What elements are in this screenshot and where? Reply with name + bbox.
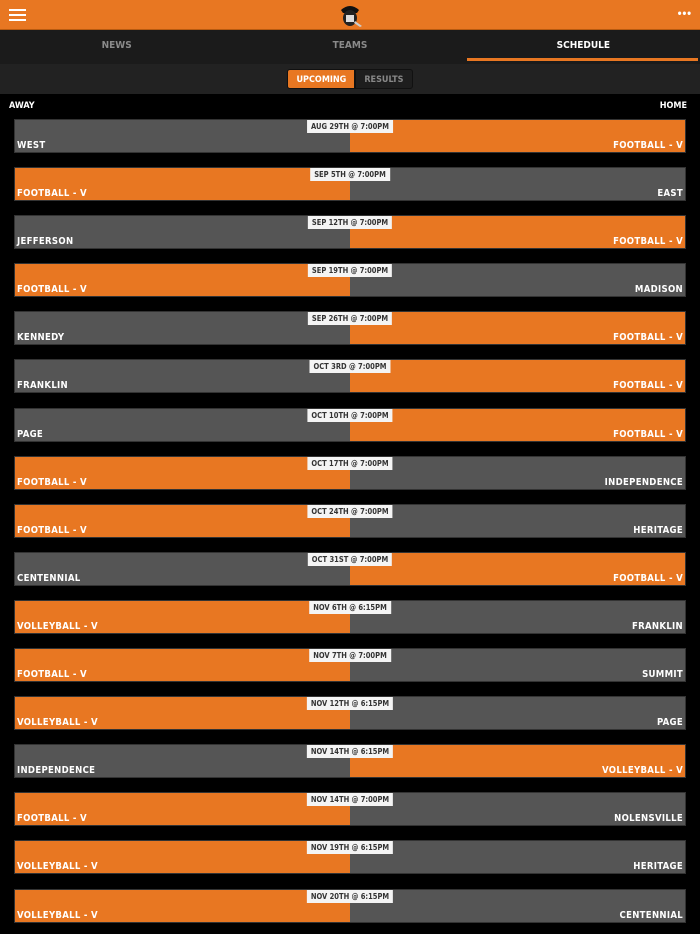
away-team-name: FRANKLIN: [17, 380, 68, 392]
game-row[interactable]: [14, 552, 686, 586]
away-team: [15, 505, 350, 537]
game-time-badge: NOV 19TH @ 6:15PM: [307, 841, 393, 854]
away-team-name: VOLLEYBALL - V: [17, 861, 98, 873]
away-team-name: FOOTBALL - V: [17, 524, 87, 536]
away-team-name: FOOTBALL - V: [17, 188, 87, 200]
away-team: [15, 168, 350, 200]
away-team-name: FOOTBALL - V: [17, 284, 87, 296]
game-row[interactable]: [14, 456, 686, 490]
away-team: [15, 457, 350, 489]
results-button[interactable]: RESULTS: [355, 69, 412, 89]
away-team: [15, 649, 350, 681]
away-team-name: CENTENNIAL: [17, 572, 81, 584]
game-row[interactable]: [14, 504, 686, 538]
home-team: [350, 553, 685, 585]
tab-news[interactable]: NEWS: [101, 40, 132, 51]
game-time-badge: SEP 5TH @ 7:00PM: [310, 168, 390, 181]
home-team-name: CENTENNIAL: [619, 909, 683, 921]
game-row[interactable]: [14, 119, 686, 153]
home-team: [350, 601, 685, 633]
away-team: [15, 890, 350, 922]
game-row[interactable]: [14, 311, 686, 345]
away-team: [15, 793, 350, 825]
home-team: [350, 360, 685, 392]
schedule-filter: [0, 64, 700, 94]
tab-teams[interactable]: TEAMS: [332, 40, 368, 51]
away-team: [15, 312, 350, 344]
game-time-badge: SEP 19TH @ 7:00PM: [308, 264, 392, 277]
away-team: [15, 745, 350, 777]
games-list: [0, 119, 700, 923]
home-team: [350, 409, 685, 441]
home-team-name: FRANKLIN: [632, 620, 683, 632]
home-header: HOME: [659, 101, 687, 111]
pirate-logo-icon: [337, 4, 363, 27]
app-header: [0, 0, 700, 30]
home-team-name: NOLENSVILLE: [614, 813, 683, 825]
away-team: [15, 601, 350, 633]
away-team-name: VOLLEYBALL - V: [17, 717, 98, 729]
home-team: [350, 216, 685, 248]
game-time-badge: OCT 24TH @ 7:00PM: [307, 505, 392, 518]
game-row[interactable]: [14, 359, 686, 393]
home-team: [350, 745, 685, 777]
game-row[interactable]: [14, 408, 686, 442]
game-time-badge: NOV 14TH @ 6:15PM: [307, 745, 393, 758]
column-headers: [0, 94, 700, 119]
away-team-name: KENNEDY: [17, 332, 65, 344]
home-team: [350, 264, 685, 296]
game-row[interactable]: [14, 889, 686, 923]
game-time-badge: NOV 12TH @ 6:15PM: [307, 697, 393, 710]
home-team-name: MADISON: [634, 284, 683, 296]
home-team: [350, 312, 685, 344]
home-team: [350, 890, 685, 922]
home-team-name: EAST: [657, 188, 683, 200]
game-row[interactable]: [14, 648, 686, 682]
home-team-name: FOOTBALL - V: [613, 332, 683, 344]
away-team-name: VOLLEYBALL - V: [17, 909, 98, 921]
game-time-badge: NOV 7TH @ 7:00PM: [309, 649, 391, 662]
home-team: [350, 697, 685, 729]
home-team: [350, 505, 685, 537]
tab-schedule[interactable]: SCHEDULE: [467, 30, 700, 64]
away-team-name: PAGE: [17, 428, 44, 440]
game-row[interactable]: [14, 167, 686, 201]
game-time-badge: NOV 6TH @ 6:15PM: [309, 601, 391, 614]
away-team: [15, 360, 350, 392]
away-team: [15, 409, 350, 441]
game-row[interactable]: [14, 696, 686, 730]
game-time-badge: OCT 31ST @ 7:00PM: [308, 553, 392, 566]
away-team-name: INDEPENDENCE: [17, 765, 96, 777]
game-time-badge: OCT 3RD @ 7:00PM: [309, 360, 390, 373]
home-team-name: HERITAGE: [633, 524, 683, 536]
home-team: [350, 168, 685, 200]
game-time-badge: SEP 26TH @ 7:00PM: [308, 312, 392, 325]
game-time-badge: NOV 14TH @ 7:00PM: [307, 793, 393, 806]
away-team: [15, 264, 350, 296]
away-team: [15, 216, 350, 248]
game-row[interactable]: [14, 600, 686, 634]
away-team: [15, 697, 350, 729]
away-team: [15, 841, 350, 873]
game-time-badge: OCT 17TH @ 7:00PM: [307, 457, 392, 470]
more-dots-icon[interactable]: •••: [676, 9, 691, 20]
hamburger-menu-icon[interactable]: [9, 9, 26, 24]
home-team-name: FOOTBALL - V: [613, 428, 683, 440]
home-team-name: SUMMIT: [642, 669, 683, 681]
game-row[interactable]: [14, 840, 686, 874]
game-time-badge: NOV 20TH @ 6:15PM: [307, 890, 393, 903]
home-team-name: VOLLEYBALL - V: [602, 765, 683, 777]
away-team: [15, 120, 350, 152]
away-team-name: FOOTBALL - V: [17, 813, 87, 825]
upcoming-button[interactable]: UPCOMING: [287, 69, 355, 89]
away-team-name: FOOTBALL - V: [17, 476, 87, 488]
home-team: [350, 649, 685, 681]
game-time-badge: AUG 29TH @ 7:00PM: [307, 120, 393, 133]
away-team-name: VOLLEYBALL - V: [17, 620, 98, 632]
game-time-badge: OCT 10TH @ 7:00PM: [307, 409, 392, 422]
game-row[interactable]: [14, 744, 686, 778]
game-row[interactable]: [14, 215, 686, 249]
away-header: AWAY: [9, 101, 35, 111]
main-tabs: [0, 30, 700, 64]
away-team-name: JEFFERSON: [17, 236, 74, 248]
home-team: [350, 120, 685, 152]
home-team-name: FOOTBALL - V: [613, 236, 683, 248]
home-team-name: PAGE: [656, 717, 683, 729]
away-team-name: FOOTBALL - V: [17, 669, 87, 681]
home-team: [350, 457, 685, 489]
game-time-badge: SEP 12TH @ 7:00PM: [308, 216, 392, 229]
home-team: [350, 841, 685, 873]
home-team-name: FOOTBALL - V: [613, 572, 683, 584]
home-team-name: INDEPENDENCE: [604, 476, 683, 488]
away-team-name: WEST: [17, 140, 46, 151]
home-team-name: FOOTBALL - V: [613, 380, 683, 392]
home-team-name: HERITAGE: [633, 861, 683, 873]
game-row[interactable]: [14, 263, 686, 297]
away-team: [15, 553, 350, 585]
home-team: [350, 793, 685, 825]
home-team-name: FOOTBALL - V: [613, 140, 683, 151]
game-row[interactable]: [14, 792, 686, 826]
